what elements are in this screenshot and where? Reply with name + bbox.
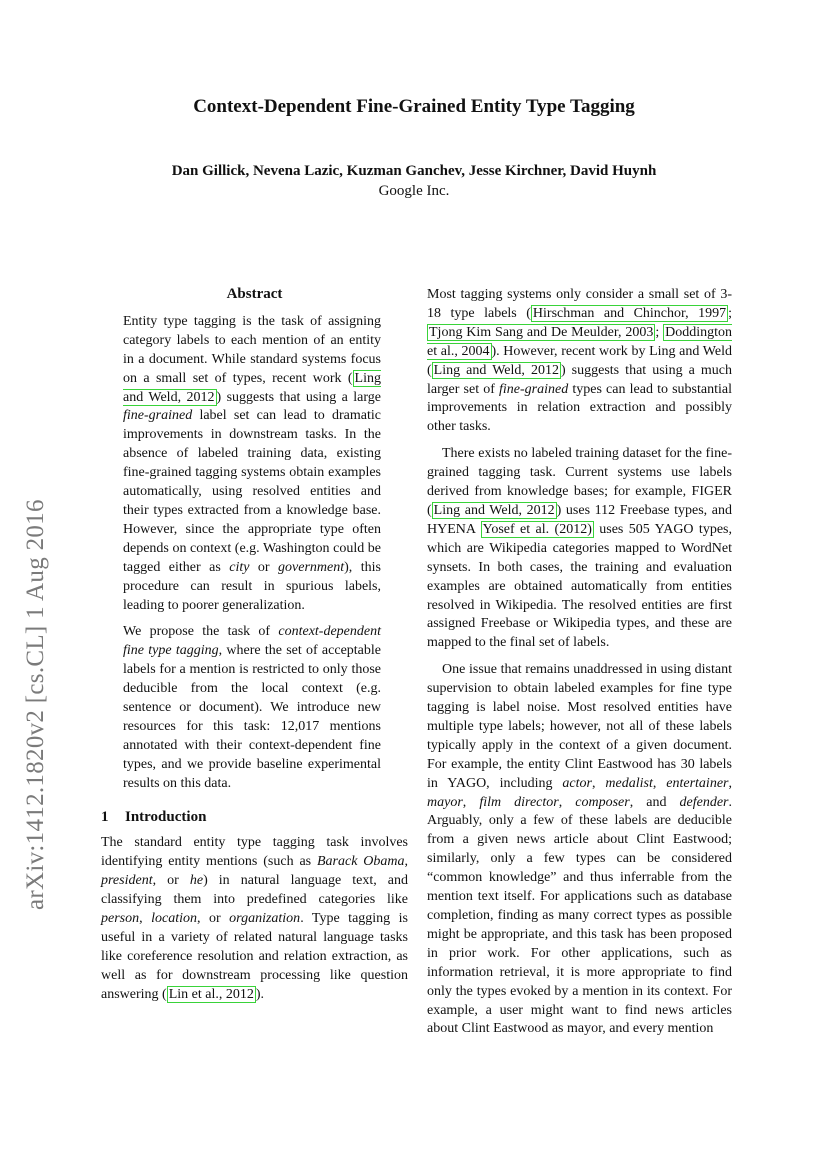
citation-link[interactable]: Hirschman and Chinchor, 1997 [532,305,727,321]
citation-link[interactable]: Ling and Weld, 2012 [433,502,555,518]
paper-title: Context-Dependent Fine-Grained Entity Type Tagging [193,96,635,117]
citation-link[interactable]: Tjong Kim Sang and De Meulder, 2003 [429,324,654,340]
author-list: Dan Gillick, Nevena Lazic, Kuzman Ganchev, Jesse Kirchner, David Huynh [171,163,657,179]
abstract-body [123,313,381,794]
affiliation: Google Inc. [378,183,450,199]
citation-link[interactable]: Yosef et al. (2012) [482,521,592,537]
citation-link[interactable]: Ling and Weld, 2012 [433,362,559,378]
citation-link[interactable]: Ling and Weld, 2012 [123,370,381,405]
citation-link[interactable]: Doddington et al., 2004 [427,324,732,359]
intro-paragraph-1: The standard entity type tagging task involves identifying entity mentions (such as Barack Obama, president, or he) in natural language text, and classifying them into predefined categories like person, location, or organization. Type tagging is useful in a variety of related natural language tasks like coreference resolution and relation extraction, as well as for downstream processing like question answering ( Lin et al., 2012 ). [101,835,408,1002]
right-paragraph-3: One issue that remains unaddressed in using distant supervision to obtain labeled examples for fine type tagging is label noise. Most resolved entities have multiple type labels; however, not all of these labels typically apply in the context of a given document. For example, the entity Clint Eastwood has 30 labels in YAGO, including actor, medalist, entertainer, mayor, film director, composer, and defender. Arguably, only a few of these labels are deducible from a given news article about Clint Eastwood; similarly, only a few types can be considered “common knowledge” and thus inferrable from the mention text itself. For applications such as database completion, finding as many correct types as possible might be appropriate, and this task has been proposed in prior work. For other applications, such as information retrieval, it is more appropriate to find only the types evoked by a mention in its context. For example, a user might want to find news articles about Clint Eastwood as mayor, and every mention [427,662,732,1037]
abstract-paragraph-2: We propose the task of context-dependent fine type tagging, where the set of acceptable labels for a mention is restricted to only those deducible from the local context (e.g. sentence or document). We introduce new resources for this task: 12,017 mentions annotated with their context-dependent fine types, and we provide baseline experimental results on this data. [123,624,381,791]
citation-link[interactable]: Lin et al., 2012 [168,986,254,1002]
abstract-heading: Abstract [226,286,283,302]
right-paragraph-1: Most tagging systems only consider a small set of 3-18 type labels ( Hirschman and Chinchor, 1997 ; Tjong Kim Sang and De Meulder, 2003 ; Doddington et al., 2004 ). However, recent work by Ling and Weld ( Ling and Weld, 2012 ) suggests that using a much larger set of fine-grained types can lead to substantial improvements in relation extraction and possibly other tasks. [427,287,732,435]
arxiv-sidebar-stamp: arXiv:1412.1820v2 [cs.CL] 1 Aug 2016 [22,499,49,910]
abstract-paragraph-1: Entity type tagging is the task of assigning category labels to each mention of an entity in a document. While standard systems focus on a small set of types, recent work ( Ling and Weld, 2012 ) suggests that using a large fine-grained label set can lead to dramatic improvements in downstream tasks. In the absence of labeled training data, existing fine-grained tagging systems obtain examples automatically, using resolved entities and their types extracted from a knowledge base. However, since the appropriate type often depends on context (e.g. Washington could be tagged either as city or government), this procedure can result in spurious labels, leading to poorer generalization. [123,313,381,613]
right-paragraph-2: There exists no labeled training dataset for the fine-grained tagging task. Current systems use labels derived from knowledge bases; for example, FIGER ( Ling and Weld, 2012 ) uses 112 Freebase types, and HYENA Yosef et al. (2012) uses 505 YAGO types, which are Wikipedia categories mapped to WordNet synsets. In both cases, the training and evaluation examples are obtained automatically from entities resolved in Wikipedia. The resolved entities are first assigned Freebase or Wikipedia types, and these are mapped to the final set of labels. [427,446,732,651]
section-heading-introduction: 1 Introduction [101,808,207,825]
right-column [427,286,732,1039]
left-column [101,285,408,1005]
